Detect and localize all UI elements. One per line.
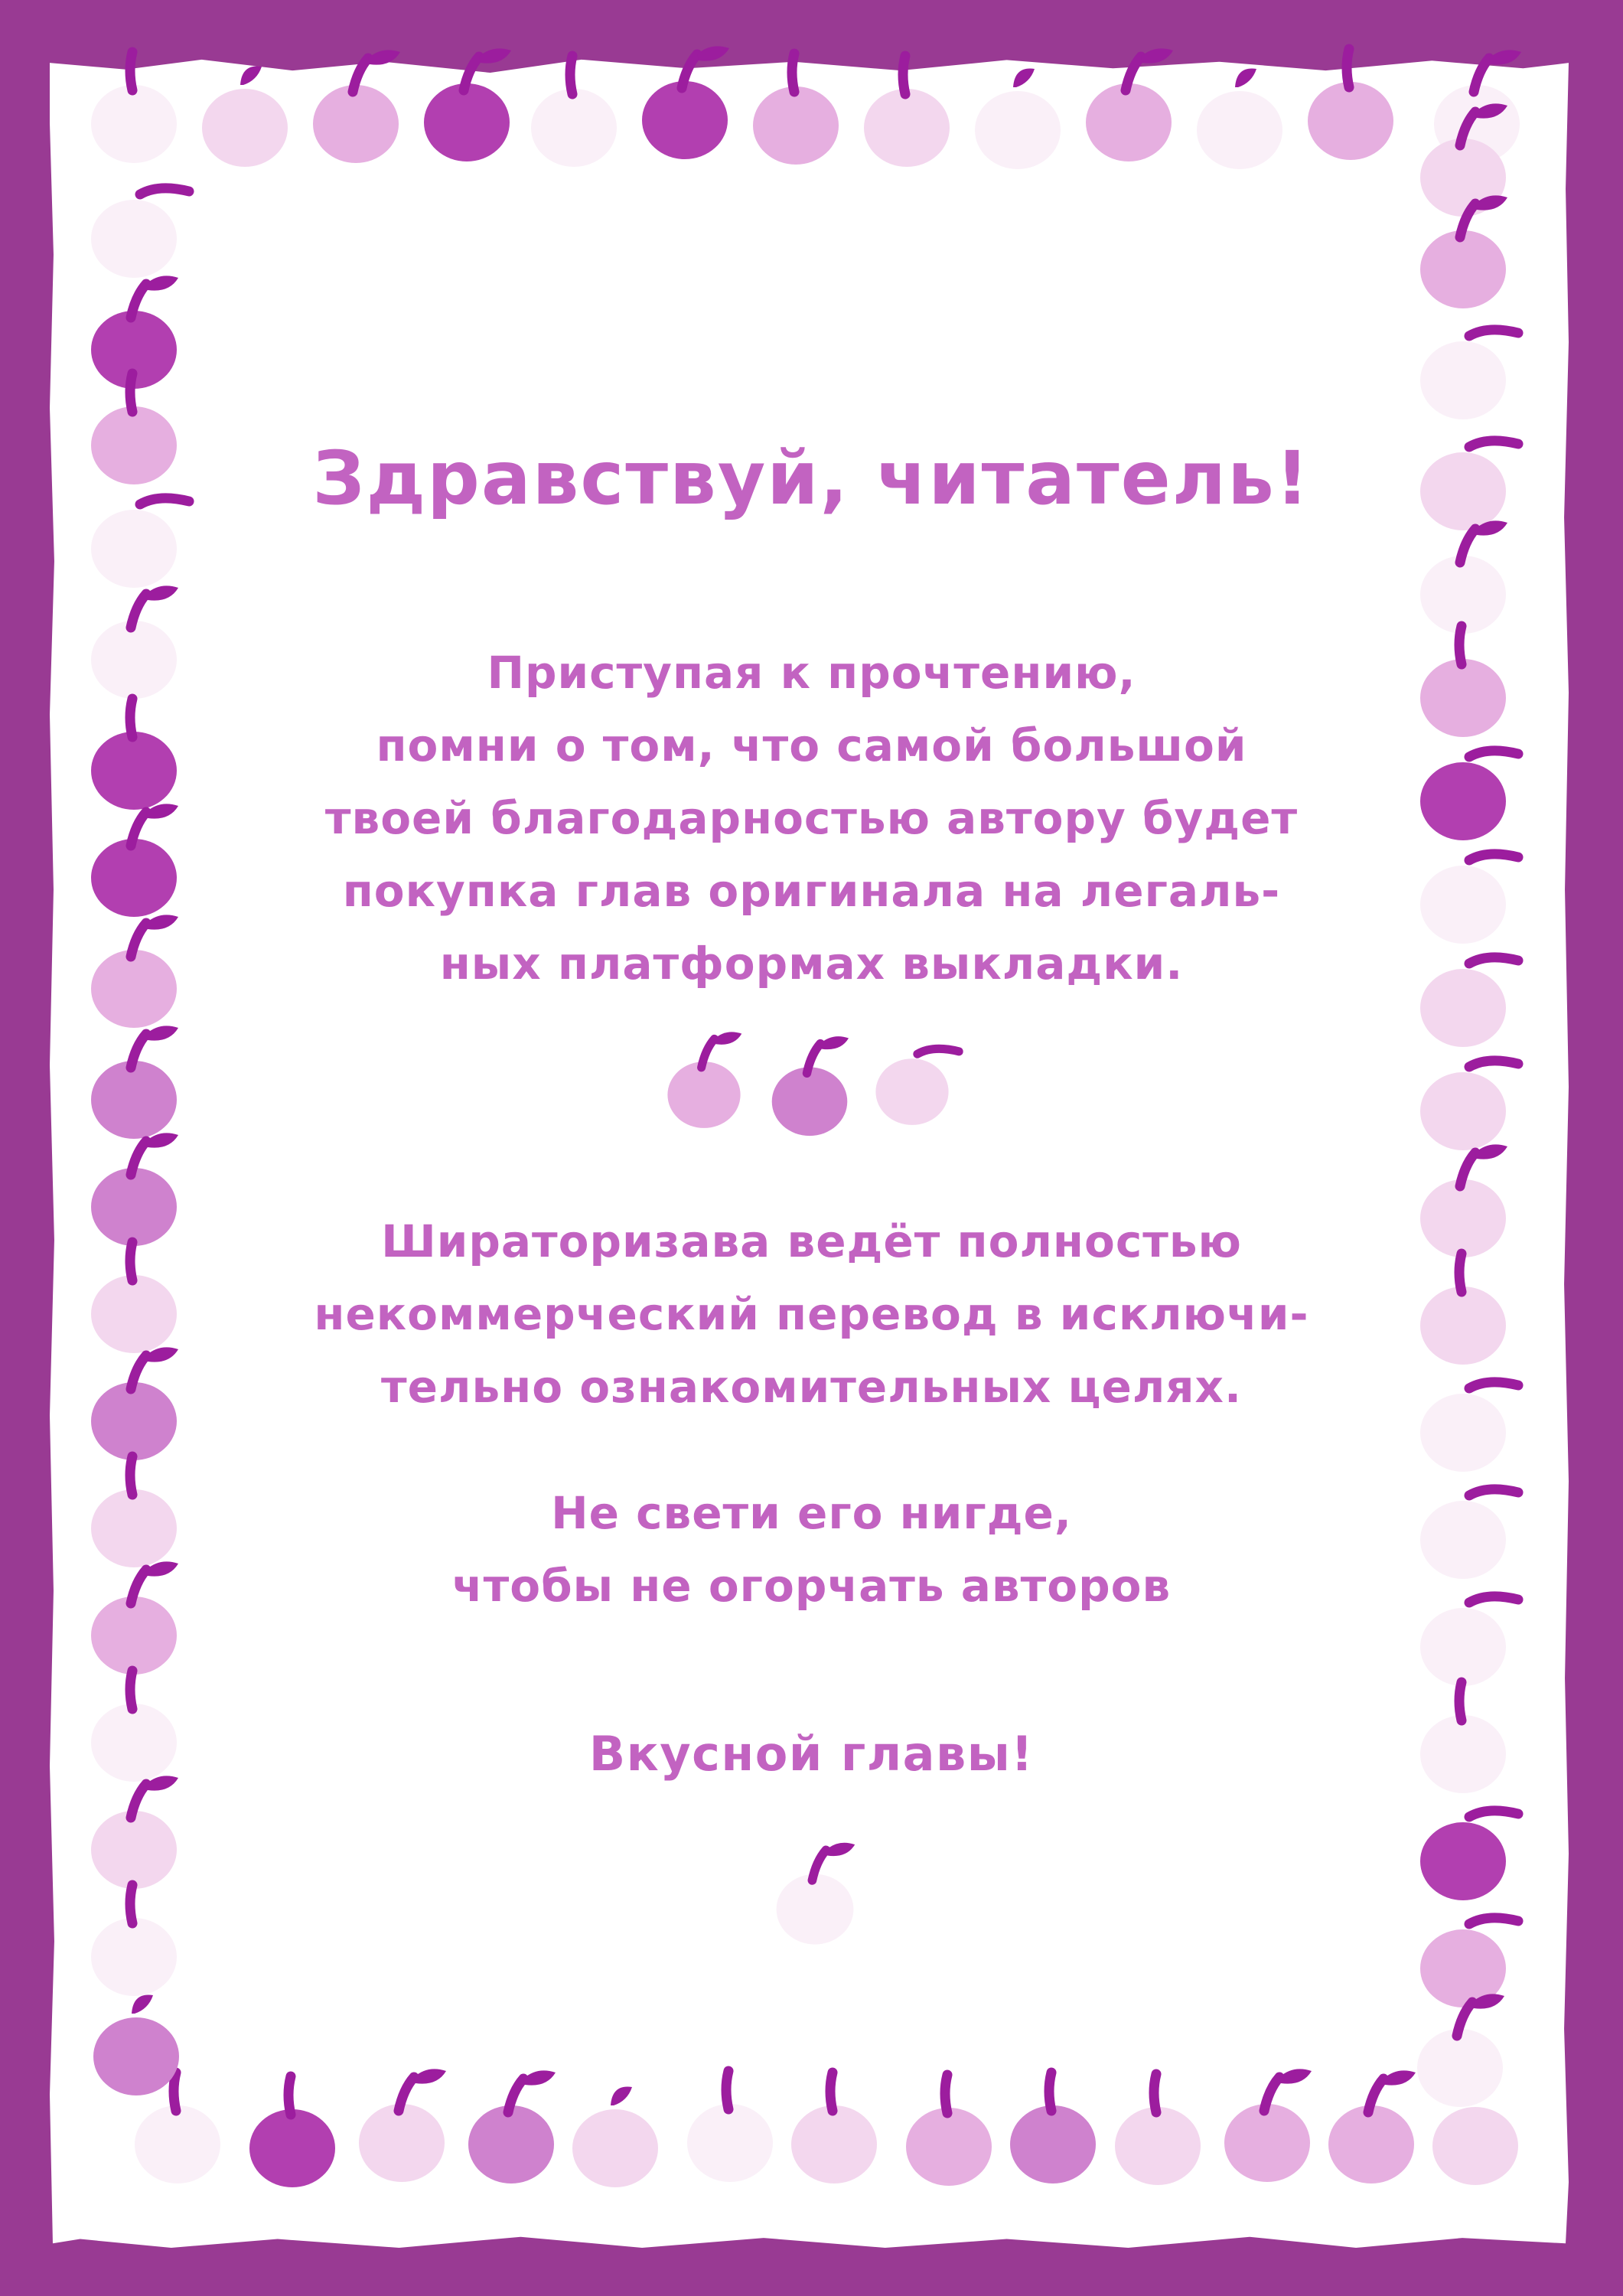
- text-line: ных платформах выкладки.: [439, 938, 1184, 990]
- text-line: твоей благодарностью автору будет: [324, 792, 1299, 844]
- text-line: Шираторизава ведёт полностью: [381, 1215, 1242, 1267]
- closing-wish: Вкусной главы!: [588, 1726, 1035, 1782]
- paragraph-warning: [0, 1477, 1623, 1623]
- paragraph-translation-note: [0, 1205, 1623, 1424]
- text-line: чтобы не огорчать авторов: [451, 1560, 1172, 1612]
- text-line: помни о том, что самой большой: [376, 719, 1247, 771]
- text-line: покупка глав оригинала на легаль-: [342, 865, 1281, 917]
- page-title: Здравствуй, читатель!: [312, 435, 1311, 522]
- text-line: Не свети его нигде,: [551, 1487, 1072, 1539]
- text-line: Приступая к прочтению,: [487, 647, 1136, 699]
- text-line: тельно ознакомительных целях.: [381, 1361, 1242, 1413]
- text-line: некоммерческий перевод в исключи-: [314, 1288, 1309, 1340]
- paragraph-intro: [0, 637, 1623, 1000]
